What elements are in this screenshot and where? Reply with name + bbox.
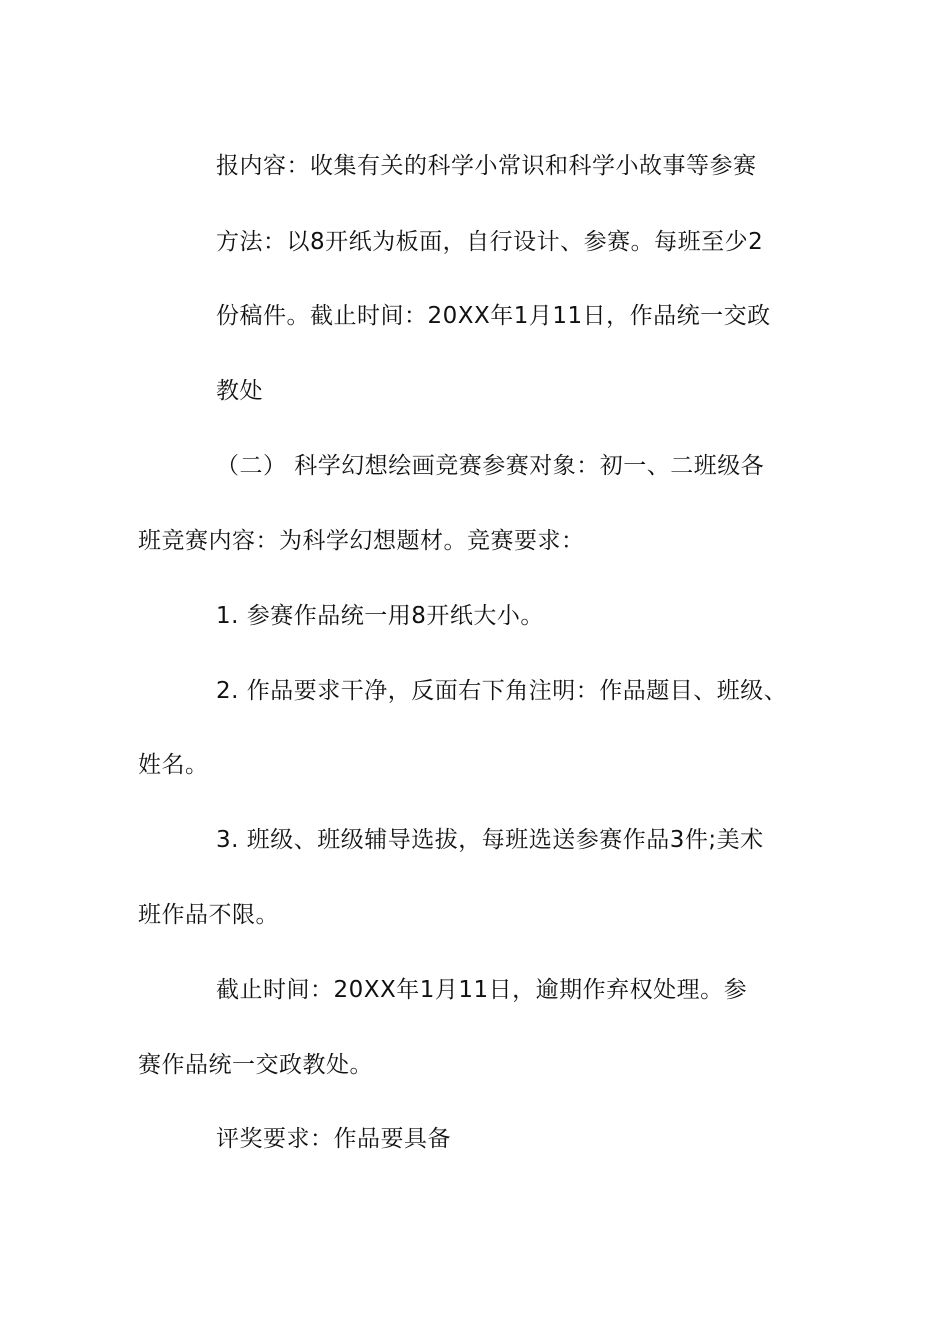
paragraph-line: 姓名。 [138,752,209,778]
paragraph-line: 报内容：收集有关的科学小常识和科学小故事等参赛 [216,153,757,179]
paragraph-line: 教处 [216,378,263,404]
list-item: 3. 班级、班级辅导选拔，每班选送参赛作品3件;美术 [216,827,764,853]
paragraph-line: 赛作品统一交政教处。 [138,1052,373,1078]
paragraph-line: 方法：以8开纸为板面，自行设计、参赛。每班至少2 [216,229,764,255]
paragraph-line: 截止时间：20XX年1月11日，逾期作弃权处理。参 [216,977,748,1003]
section-heading-line: （二） 科学幻想绘画竞赛参赛对象：初一、二班级各 [216,453,765,479]
paragraph-line: 班作品不限。 [138,902,279,928]
list-item: 2. 作品要求干净，反面右下角注明：作品题目、班级、 [216,678,788,704]
paragraph-line: 份稿件。截止时间：20XX年1月11日，作品统一交政 [216,303,771,329]
paragraph-line: 班竞赛内容：为科学幻想题材。竞赛要求： [138,528,585,554]
paragraph-line: 评奖要求：作品要具备 [216,1126,451,1152]
list-item: 1. 参赛作品统一用8开纸大小。 [216,603,544,629]
